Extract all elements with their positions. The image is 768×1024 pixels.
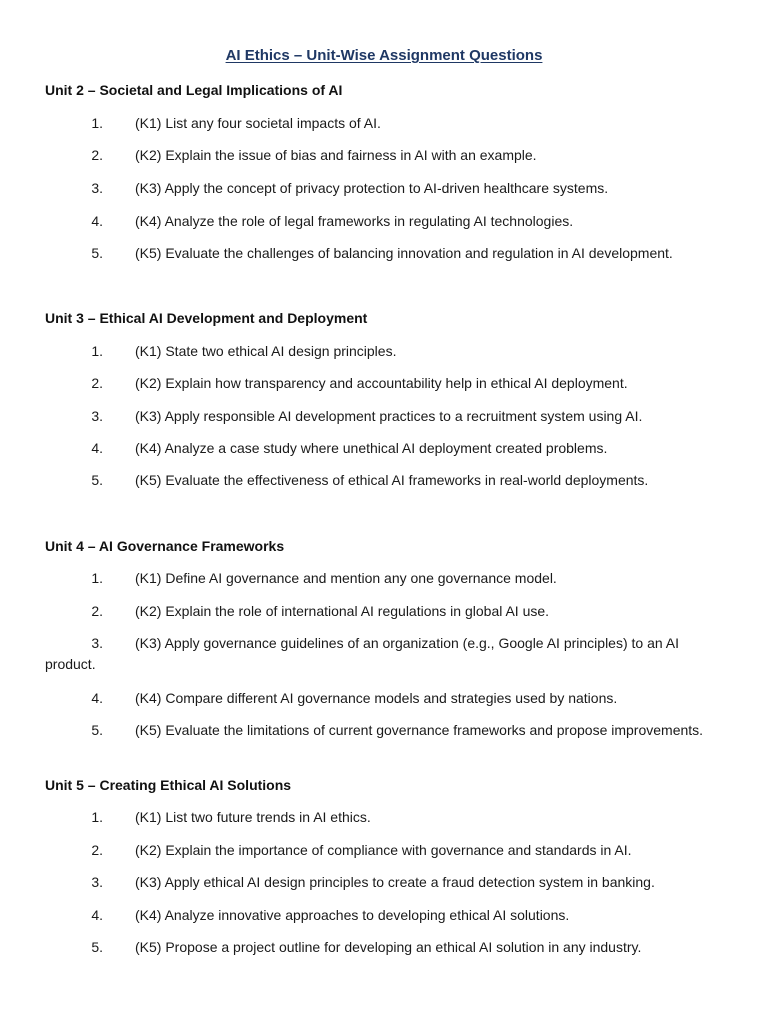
question-number: 2. — [91, 603, 103, 619]
question-number: 5. — [91, 722, 103, 738]
unit-heading: Unit 5 – Creating Ethical AI Solutions — [45, 777, 292, 793]
question-text: (K2) Explain the role of international AI regulations in global AI use. — [135, 603, 550, 619]
question-text: (K3) Apply responsible AI development practices to a recruitment system using AI. — [135, 408, 643, 424]
question-number: 1. — [91, 570, 103, 586]
question-number: 4. — [91, 213, 103, 229]
question-number: 5. — [91, 472, 103, 488]
unit-heading: Unit 4 – AI Governance Frameworks — [45, 538, 285, 554]
unit-heading: Unit 2 – Societal and Legal Implications of AI — [45, 82, 343, 98]
question-number: 3. — [91, 635, 103, 651]
question-text: (K1) Define AI governance and mention any one governance model. — [135, 570, 557, 586]
question-text: (K1) List two future trends in AI ethics. — [135, 809, 371, 825]
question-text: (K2) Explain the issue of bias and fairness in AI with an example. — [135, 147, 537, 163]
question-text: (K5) Propose a project outline for developing an ethical AI solution in any industry. — [135, 939, 642, 955]
question-text: (K5) Evaluate the challenges of balancing innovation and regulation in AI development. — [135, 245, 673, 261]
question-text: (K4) Analyze the role of legal frameworks in regulating AI technologies. — [135, 213, 574, 229]
question-number: 2. — [91, 375, 103, 391]
document-title: AI Ethics – Unit-Wise Assignment Questions — [225, 47, 543, 64]
question-number: 4. — [91, 907, 103, 923]
question-text: (K1) List any four societal impacts of AI. — [135, 115, 381, 131]
question-number: 1. — [91, 115, 103, 131]
question-text: (K2) Explain the importance of compliance with governance and standards in AI. — [135, 842, 632, 858]
unit-heading: Unit 3 – Ethical AI Development and Deployment — [45, 310, 368, 326]
question-number: 2. — [91, 147, 103, 163]
question-item — [0, 720, 768, 741]
question-number: 3. — [91, 874, 103, 890]
question-number: 5. — [91, 939, 103, 955]
question-text: (K3) Apply governance guidelines of an organization (e.g., Google AI principles) to an AI product. — [45, 635, 680, 672]
question-number: 3. — [91, 408, 103, 424]
question-text: (K1) State two ethical AI design principles. — [135, 343, 397, 359]
question-number: 5. — [91, 245, 103, 261]
question-text: (K2) Explain how transparency and accountability help in ethical AI deployment. — [135, 375, 628, 391]
question-number: 1. — [91, 343, 103, 359]
question-text: (K5) Evaluate the effectiveness of ethical AI frameworks in real-world deployments. — [135, 472, 649, 488]
question-number: 4. — [91, 690, 103, 706]
question-item — [0, 633, 768, 675]
question-text: (K4) Compare different AI governance models and strategies used by nations. — [135, 690, 618, 706]
question-text: (K3) Apply ethical AI design principles to create a fraud detection system in banking. — [135, 874, 655, 890]
question-number: 3. — [91, 180, 103, 196]
question-text: (K5) Evaluate the limitations of current governance frameworks and propose improvements. — [135, 722, 704, 738]
question-number: 2. — [91, 842, 103, 858]
question-text: (K4) Analyze innovative approaches to developing ethical AI solutions. — [135, 907, 570, 923]
question-number: 1. — [91, 809, 103, 825]
question-text: (K3) Apply the concept of privacy protection to AI-driven healthcare systems. — [135, 180, 609, 196]
question-text: (K4) Analyze a case study where unethical AI deployment created problems. — [135, 440, 608, 456]
question-number: 4. — [91, 440, 103, 456]
